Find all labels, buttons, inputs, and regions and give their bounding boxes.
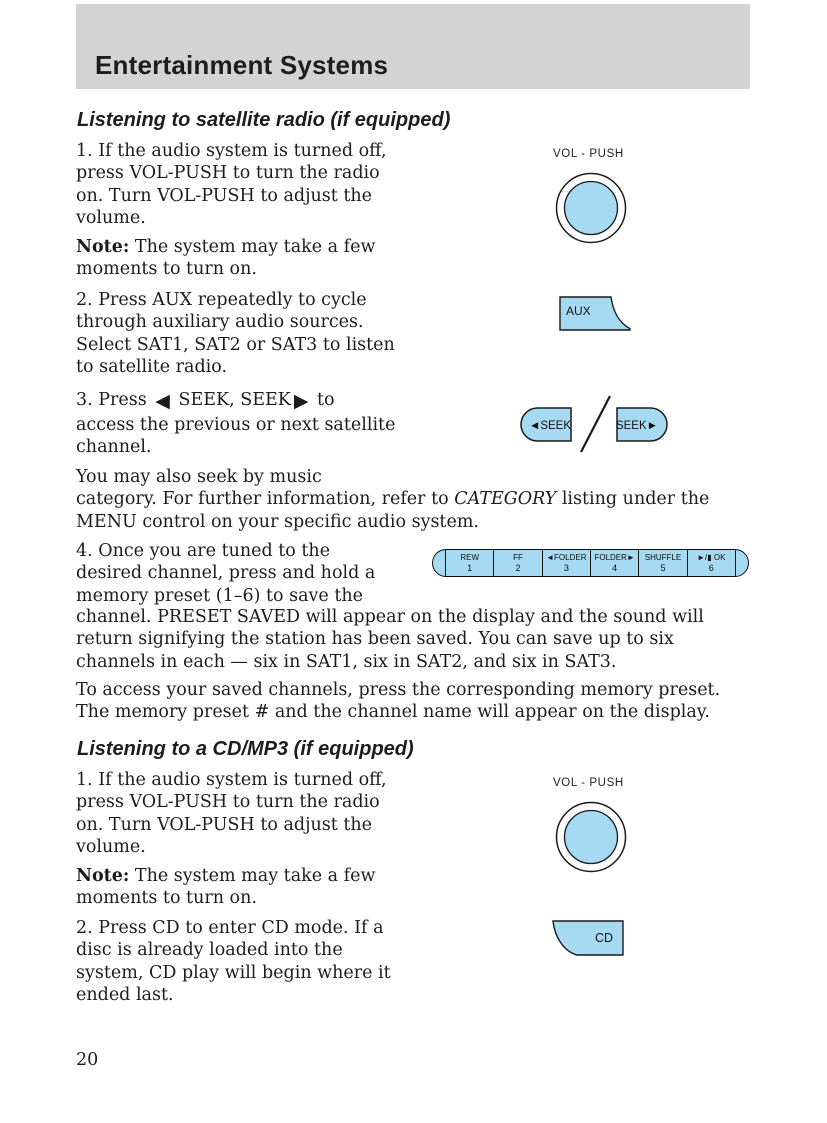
- preset-number: 5: [660, 563, 666, 573]
- text-line: ended last.: [76, 985, 174, 1006]
- text-line: channels in each — six in SAT1, six in SAT2, and six in SAT3.: [76, 651, 617, 672]
- preset-cell-4: [590, 550, 638, 576]
- paragraph-cd-step1: [76, 769, 387, 859]
- paragraph-sat-step2: [76, 289, 395, 379]
- preset-play-pause-ok-label: ►/▮ OK: [697, 553, 726, 562]
- seek-right-button-label: SEEK►: [615, 420, 659, 432]
- paragraph-sat-step3: [76, 387, 395, 459]
- text-line: The memory preset # and the channel name will appear on the display.: [76, 702, 710, 723]
- text-line: through auxiliary audio sources.: [76, 312, 364, 333]
- text-line: to satellite radio.: [76, 357, 228, 378]
- vol-push-knob-illustration: [554, 800, 628, 874]
- text-line: volume.: [76, 208, 146, 229]
- header-bar: [76, 4, 750, 89]
- note-text: The system may take a few: [129, 866, 376, 886]
- note-label: Note:: [76, 237, 130, 257]
- text-span: SEEK, SEEK: [172, 390, 291, 410]
- text-span: 3. Press: [76, 390, 153, 410]
- text-line: return signifying the station has been saved. You can save up to six: [76, 629, 674, 650]
- text-line: press VOL-PUSH to turn the radio: [76, 163, 380, 184]
- preset-label: FOLDER►: [594, 553, 635, 562]
- memory-preset-bar-illustration: [432, 549, 749, 577]
- preset-number: 4: [612, 563, 618, 573]
- category-italic: CATEGORY: [454, 489, 557, 510]
- seek-left-arrow-icon: ◀: [155, 390, 170, 412]
- text-line: To access your saved channels, press the corresponding memory preset.: [76, 680, 721, 700]
- aux-button-label: AUX: [566, 304, 591, 318]
- vol-push-label: VOL - PUSH: [553, 148, 624, 160]
- text-line: MENU control on your specific audio system.: [76, 511, 479, 532]
- section-heading-satellite: Listening to satellite radio (if equipped): [77, 109, 451, 131]
- knob-inner-circle: [565, 182, 618, 235]
- text-line: channel. PRESET SAVED will appear on the display and the sound will: [76, 607, 704, 627]
- paragraph-sat-step1: [76, 140, 387, 230]
- preset-number: 3: [563, 563, 569, 573]
- text-line: [76, 865, 375, 887]
- preset-label: SHUFFLE: [644, 553, 682, 562]
- knob-inner-circle: [565, 811, 618, 864]
- text-span: listing under the: [556, 489, 710, 510]
- paragraph-sat-category: [76, 466, 709, 533]
- text-line: moments to turn on.: [76, 259, 257, 280]
- text-line: on. Turn VOL-PUSH to adjust the: [76, 814, 373, 835]
- preset-cell-5: [638, 550, 686, 576]
- text-line: disc is already loaded into the: [76, 940, 343, 961]
- text-line: memory preset (1–6) to save the: [76, 585, 363, 606]
- text-line: system, CD play will begin where it: [76, 962, 391, 983]
- text-line: 2. Press CD to enter CD mode. If a: [76, 918, 384, 938]
- preset-number: 6: [708, 563, 714, 573]
- note-label: Note:: [76, 866, 130, 886]
- seek-buttons-illustration: [515, 390, 675, 460]
- preset-number: 2: [515, 563, 521, 573]
- paragraph-cd-step2: [76, 917, 391, 1007]
- text-line: channel.: [76, 437, 152, 458]
- preset-label: FF: [513, 553, 523, 562]
- seek-left-button-label: ◄SEEK: [528, 420, 572, 432]
- text-line: 4. Once you are tuned to the: [76, 541, 331, 561]
- paragraph-sat-step4-left: [76, 540, 375, 607]
- vol-push-label: VOL - PUSH: [553, 777, 624, 789]
- text-line: [76, 488, 709, 510]
- text-line: on. Turn VOL-PUSH to adjust the: [76, 185, 373, 206]
- paragraph-sat-step4-full: [76, 606, 704, 673]
- preset-cell-3: [542, 550, 590, 576]
- preset-label: REW: [460, 553, 479, 562]
- text-span: to: [311, 390, 335, 410]
- section-heading-cd: Listening to a CD/MP3 (if equipped): [77, 738, 414, 760]
- preset-cell-2: [493, 550, 541, 576]
- text-line: press VOL-PUSH to turn the radio: [76, 792, 380, 813]
- text-line: [76, 387, 395, 414]
- vol-push-knob-illustration: [554, 171, 628, 245]
- paragraph-sat-access: [76, 679, 720, 724]
- text-line: access the previous or next satellite: [76, 415, 396, 435]
- aux-button-illustration: [555, 290, 635, 335]
- text-line: 2. Press AUX repeatedly to cycle: [76, 290, 367, 310]
- seek-right-arrow-icon: ▶: [293, 390, 309, 412]
- text-line: 1. If the audio system is turned off,: [76, 770, 387, 790]
- preset-label: ◄FOLDER: [546, 553, 587, 562]
- preset-cell-6: [687, 550, 736, 576]
- text-line: desired channel, press and hold a: [76, 563, 376, 584]
- paragraph-cd-note: [76, 865, 375, 910]
- note-text: The system may take a few: [129, 237, 376, 257]
- text-line: Select SAT1, SAT2 or SAT3 to listen: [76, 334, 395, 355]
- text-line: volume.: [76, 837, 146, 858]
- text-line: You may also seek by music: [76, 467, 322, 487]
- text-line: [76, 236, 375, 258]
- preset-cell-1: [445, 550, 493, 576]
- text-line: moments to turn on.: [76, 888, 257, 909]
- cd-button-illustration: [550, 916, 630, 960]
- preset-number: 1: [467, 563, 473, 573]
- text-span: category. For further information, refer to: [76, 489, 455, 510]
- paragraph-sat-note: [76, 236, 375, 281]
- cd-button-label: CD: [594, 931, 614, 945]
- page-number: 20: [76, 1050, 99, 1070]
- text-line: 1. If the audio system is turned off,: [76, 141, 387, 161]
- page-title: Entertainment Systems: [95, 50, 389, 80]
- slash-divider: [581, 396, 610, 452]
